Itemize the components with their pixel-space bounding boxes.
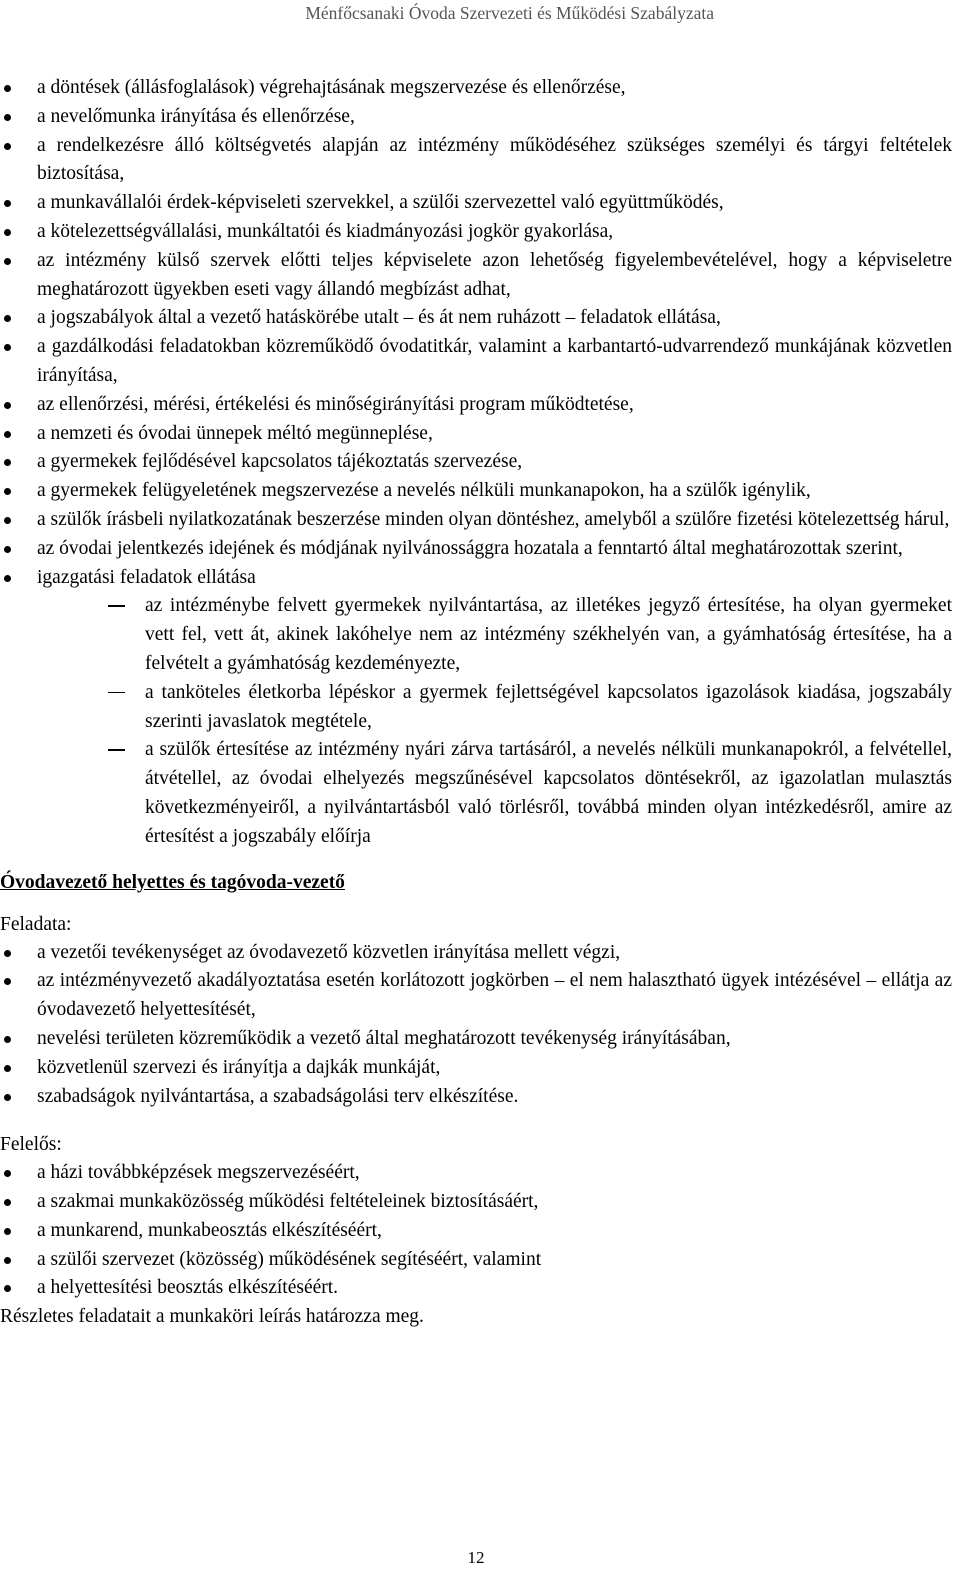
- dash-icon: [108, 692, 125, 694]
- bullet-icon: [4, 546, 11, 553]
- list-item: a munkavállalói érdek-képviseleti szervekkel, a szülői szervezettel való együttműködés,: [0, 189, 952, 218]
- list-item: a helyettesítési beosztás elkészítéséért.: [0, 1274, 952, 1303]
- duties-list: [0, 74, 952, 852]
- list-item: a gazdálkodási feladatokban közreműködő óvodatitkár, valamint a karbantartó-udvarrendező munkájának közvetlen irányítása,: [0, 333, 952, 391]
- felelos-label: Felelős:: [0, 1134, 62, 1156]
- list-item: a szülői szervezet (közösség) működésének segítéséért, valamint: [0, 1246, 952, 1275]
- bullet-icon: [4, 1065, 11, 1072]
- sublist-item: az intézménybe felvett gyermekek nyilvántartása, az illetékes jegyző értesítése, ha olyan gyermeket vett fel, vett át, akinek lakóhelye nem az intézmény székhelyén van, a gyámhatóság értesítése, ha a felvételt a gyámhatóság kezdeményezte,: [0, 592, 952, 678]
- list-item: a szakmai munkaközösség működési feltételeinek biztosításáért,: [0, 1188, 952, 1217]
- bullet-icon: [4, 229, 11, 236]
- bullet-icon: [4, 1170, 11, 1177]
- list-item: közvetlenül szervezi és irányítja a dajkák munkáját,: [0, 1054, 952, 1083]
- bullet-icon: [4, 1199, 11, 1206]
- bullet-icon: [4, 344, 11, 351]
- bullet-icon: [4, 1285, 11, 1292]
- bullet-icon: [4, 1094, 11, 1101]
- bullet-icon: [4, 431, 11, 438]
- list-item: igazgatási feladatok ellátása az intézménybe felvett gyermekek nyilvántartása, az illetékes jegyző értesítése, ha olyan gyermeket vett fel, vett át, akinek lakóhelye nem az intézmény székhelyén van, a gyámhatóság értesítése, ha a felvételt a gyámhatóság kezdeményezte, a tanköteles életkorba lépéskor a gyermek fejlettségével kapcsolatos igazolások kiadása, jogszabály szerinti javaslatok megtétele, a szülők értesítése az intézmény nyári zárva tartásáról, a nevelés nélküli munkanapokról, a felvétellel, átvétellel, az óvodai elhelyezés megszűnésével kapcsolatos döntésekről, az igazolatlan mulasztás következményeiről, a nyilvántartásból való törlésről, továbbá minden olyan intézkedésről, amire az értesítést a jogszabály előírja: [0, 564, 952, 852]
- bullet-icon: [4, 200, 11, 207]
- list-item: az intézmény külső szervek előtti teljes képviselete azon lehetőség figyelembevételével, hogy a képviseletre meghatározott ügyekben eseti vagy állandó megbízást adhat,: [0, 247, 952, 305]
- bullet-icon: [4, 978, 11, 985]
- list-item: a jogszabályok által a vezető hatáskörébe utalt – és át nem ruházott – feladatok ellátása,: [0, 304, 952, 333]
- bullet-icon: [4, 315, 11, 322]
- bullet-icon: [4, 950, 11, 957]
- list-item: a rendelkezésre álló költségvetés alapján az intézmény működéséhez szükséges személyi és tárgyi feltételek biztosítása,: [0, 132, 952, 190]
- list-item: a munkarend, munkabeosztás elkészítéséért,: [0, 1217, 952, 1246]
- sublist-item: a tanköteles életkorba lépéskor a gyermek fejlettségével kapcsolatos igazolások kiadása, jogszabály szerinti javaslatok megtétele,: [0, 679, 952, 737]
- list-item: a szülők írásbeli nyilatkozatának beszerzése minden olyan döntéshez, amelyből a szülőre fizetési kötelezettség hárul,: [0, 506, 952, 535]
- list-item: az ellenőrzési, mérési, értékelési és minőségirányítási program működtetése,: [0, 391, 952, 420]
- list-item: a kötelezettségvállalási, munkáltatói és kiadmányozási jogkör gyakorlása,: [0, 218, 952, 247]
- page-header: Ménfőcsanaki Óvoda Szervezeti és Működési Szabályzata: [305, 3, 714, 23]
- list-item: a házi továbbképzések megszervezéséért,: [0, 1159, 952, 1188]
- list-item: a nevelőmunka irányítása és ellenőrzése,: [0, 103, 952, 132]
- bullet-icon: [4, 575, 11, 582]
- list-item: a vezetői tevékenységet az óvodavezető közvetlen irányítása mellett végzi,: [0, 939, 952, 968]
- bullet-icon: [4, 114, 11, 121]
- list-item: a döntések (állásfoglalások) végrehajtásának megszervezése és ellenőrzése,: [0, 74, 952, 103]
- list-item: szabadságok nyilvántartása, a szabadságolási terv elkészítése.: [0, 1083, 952, 1112]
- page-number: 12: [467, 1548, 485, 1567]
- felelos-list: [0, 1159, 952, 1303]
- closing-text: Részletes feladatait a munkaköri leírás határozza meg.: [0, 1306, 424, 1328]
- bullet-icon: [4, 1228, 11, 1235]
- bullet-icon: [4, 85, 11, 92]
- bullet-icon: [4, 402, 11, 409]
- bullet-icon: [4, 143, 11, 150]
- list-item: a gyermekek felügyeletének megszervezése a nevelés nélküli munkanapokon, ha a szülők igénylik,: [0, 477, 952, 506]
- bullet-icon: [4, 488, 11, 495]
- list-item: nevelési területen közreműködik a vezető által meghatározott tevékenység irányításában,: [0, 1025, 952, 1054]
- list-item: a gyermekek fejlődésével kapcsolatos tájékoztatás szervezése,: [0, 448, 952, 477]
- bullet-icon: [4, 459, 11, 466]
- list-item: az intézményvezető akadályoztatása esetén korlátozott jogkörben – el nem halasztható ügyek intézésével – ellátja az óvodavezető helyettesítését,: [0, 967, 952, 1025]
- feladata-label: Feladata:: [0, 913, 72, 935]
- list-item: az óvodai jelentkezés idejének és módjának nyilvánossággra hozatala a fenntartó által meghatározottak szerint,: [0, 535, 952, 564]
- admin-tasks-sublist: [0, 592, 952, 851]
- dash-icon: [108, 605, 125, 607]
- bullet-icon: [4, 1036, 11, 1043]
- dash-icon: [108, 749, 125, 751]
- feladata-list: [0, 939, 952, 1112]
- page-content: [0, 74, 952, 1331]
- bullet-icon: [4, 258, 11, 265]
- sublist-item: a szülők értesítése az intézmény nyári zárva tartásáról, a nevelés nélküli munkanapokról, a felvétellel, átvétellel, az óvodai elhelyezés megszűnésével kapcsolatos döntésekről, az igazolatlan mulasztás következményeiről, a nyilvántartásból való törlésről, továbbá minden olyan intézkedésről, amire az értesítést a jogszabály előírja: [0, 736, 952, 851]
- bullet-icon: [4, 1257, 11, 1264]
- bullet-icon: [4, 517, 11, 524]
- list-item: a nemzeti és óvodai ünnepek méltó megünneplése,: [0, 420, 952, 449]
- section-title: Óvodavezető helyettes és tagóvoda-vezető: [0, 871, 345, 893]
